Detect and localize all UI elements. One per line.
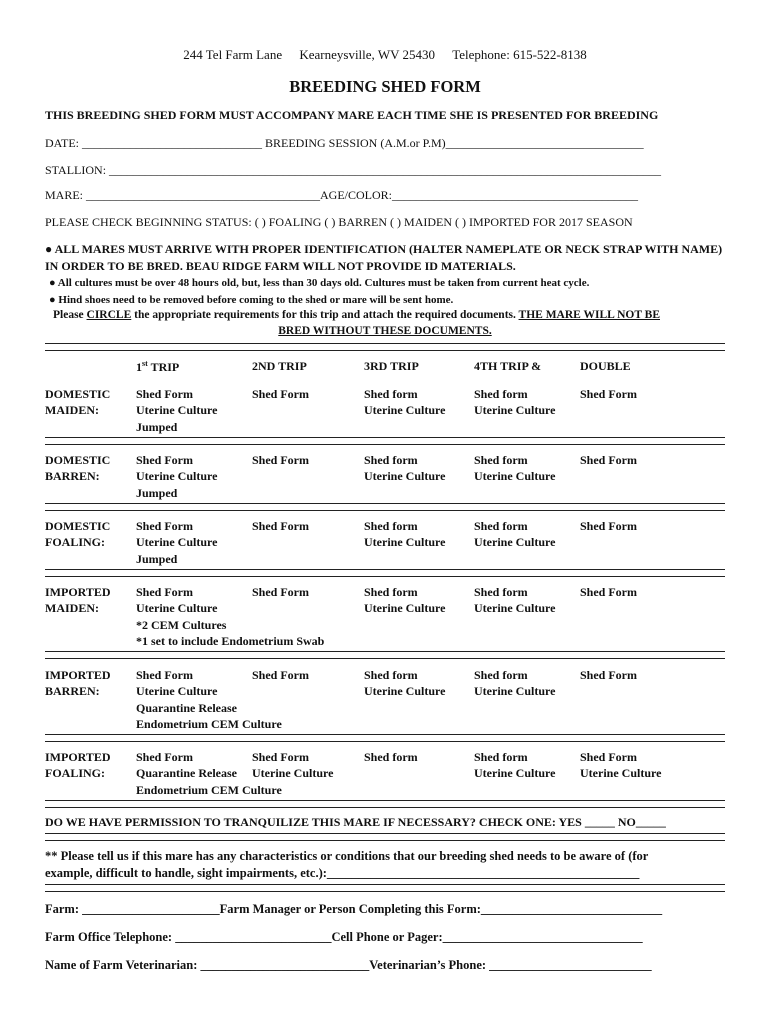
documents-warning-1: THE MARE WILL NOT BE (518, 309, 660, 321)
requirement-c5-line[interactable]: Uterine Culture (580, 766, 662, 781)
requirement-c2-line[interactable]: Shed Form (252, 750, 309, 764)
requirement-c1-line[interactable]: Quarantine Release (136, 766, 237, 781)
requirement-c2-line[interactable]: Uterine Culture (252, 766, 334, 781)
row-status-label: DOMESTIC (45, 453, 111, 467)
city-state-zip: Kearneysville, WV 25430 (299, 47, 435, 62)
stallion-field[interactable]: STALLION: ____________________________________________________________________________________________ (45, 163, 662, 177)
circle-instruction-2 (0, 325, 770, 337)
characteristics-field[interactable]: example, difficult to handle, sight impairments, etc.):__________________________________________________ (45, 866, 640, 880)
trip1-label: TRIP (147, 360, 180, 374)
row-status-label: MAIDEN: (45, 403, 99, 418)
header-trip-3: 3RD TRIP (364, 359, 419, 373)
requirement-c2-line[interactable]: Shed Form (252, 668, 309, 682)
requirement-c1-line[interactable]: Jumped (136, 485, 178, 500)
requirement-c3-line[interactable]: Shed form (364, 668, 418, 682)
requirement-c1-line[interactable]: Shed Form (136, 750, 193, 764)
requirement-c3-line[interactable]: Uterine Culture (364, 469, 446, 484)
requirement-c4-line[interactable]: Shed form (474, 519, 528, 533)
requirement-c4-line[interactable]: Shed form (474, 668, 528, 682)
requirement-c3-line[interactable]: Uterine Culture (364, 535, 446, 550)
requirement-c1-line[interactable]: Quarantine Release (136, 700, 237, 715)
requirement-c3-line[interactable]: Uterine Culture (364, 684, 446, 699)
requirement-c4-line[interactable]: Shed form (474, 585, 528, 599)
requirement-c2-line[interactable]: Shed Form (252, 519, 309, 533)
veterinarian-field[interactable]: Name of Farm Veterinarian: ___________________________Veterinarian’s Phone: __________________________ (45, 958, 652, 972)
header-double: DOUBLE (580, 359, 631, 373)
row-status-label: FOALING: (45, 766, 105, 781)
requirement-c5-line[interactable]: Shed Form (580, 750, 637, 764)
circle-instruction (53, 309, 660, 321)
requirement-c1-line[interactable]: Uterine Culture (136, 535, 218, 550)
requirement-c1-line[interactable]: *1 set to include Endometrium Swab (136, 633, 325, 648)
requirement-c1-line[interactable]: Shed Form (136, 453, 193, 467)
row-status-label: DOMESTIC (45, 519, 111, 533)
requirement-c1-line[interactable]: Shed Form (136, 585, 193, 599)
header-trip-4: 4TH TRIP & (474, 359, 542, 373)
requirement-c2-line[interactable]: Shed Form (252, 453, 309, 467)
farm-address (0, 47, 770, 63)
requirement-c4-line[interactable]: Shed form (474, 453, 528, 467)
row-status-label: DOMESTIC (45, 387, 111, 401)
requirement-c2-line[interactable]: Shed Form (252, 387, 309, 401)
divider (45, 734, 725, 742)
requirement-c3-line[interactable]: Shed form (364, 519, 418, 533)
row-status-label: BARREN: (45, 469, 100, 484)
divider (45, 800, 725, 808)
requirement-c5-line[interactable]: Shed Form (580, 519, 637, 533)
row-status-label: BARREN: (45, 684, 100, 699)
requirement-c5-line[interactable]: Shed Form (580, 453, 637, 467)
requirement-c5-line[interactable]: Shed Form (580, 668, 637, 682)
requirement-c1-line[interactable]: Uterine Culture (136, 601, 218, 616)
requirement-c4-line[interactable]: Uterine Culture (474, 469, 556, 484)
farm-telephone: Telephone: 615-522-8138 (452, 47, 587, 62)
trip1-number: 1 (136, 360, 142, 374)
phone-field[interactable]: Farm Office Telephone: _________________________Cell Phone or Pager:________________________________ (45, 930, 643, 944)
requirement-c3-line[interactable]: Shed form (364, 750, 418, 764)
requirement-c1-line[interactable]: Endometrium CEM Culture (136, 782, 282, 797)
mare-age-color-field[interactable]: MARE: _______________________________________AGE/COLOR:_________________________________________ (45, 188, 639, 202)
date-session-field[interactable]: DATE: ______________________________ BREEDING SESSION (A.M.or P.M)_________________________________ (45, 136, 644, 150)
tranquilize-permission[interactable]: DO WE HAVE PERMISSION TO TRANQUILIZE THIS MARE IF NECESSARY? CHECK ONE: YES _____ NO_____ (45, 815, 666, 829)
row-status-label: FOALING: (45, 535, 105, 550)
divider (45, 884, 725, 892)
requirement-c4-line[interactable]: Uterine Culture (474, 403, 556, 418)
beginning-status-checkboxes[interactable]: PLEASE CHECK BEGINNING STATUS: ( ) FOALING ( ) BARREN ( ) MAIDEN ( ) IMPORTED FOR 2017 SEASON (45, 215, 633, 229)
requirement-c1-line[interactable]: Jumped (136, 551, 178, 566)
requirement-c1-line[interactable]: Uterine Culture (136, 469, 218, 484)
header-trip-1 (136, 359, 179, 375)
requirement-c4-line[interactable]: Shed form (474, 387, 528, 401)
requirement-c1-line[interactable]: Shed Form (136, 387, 193, 401)
requirement-c1-line[interactable]: Uterine Culture (136, 684, 218, 699)
divider (45, 503, 725, 511)
requirement-c4-line[interactable]: Uterine Culture (474, 535, 556, 550)
divider (45, 437, 725, 445)
requirement-c1-line[interactable]: *2 CEM Cultures (136, 617, 227, 632)
row-status-label: IMPORTED (45, 668, 111, 682)
circle-instruction-mid: the appropriate requirements for this trip and attach the required documents. (131, 309, 519, 321)
requirement-c3-line[interactable]: Shed form (364, 453, 418, 467)
divider (45, 651, 725, 659)
requirement-c1-line[interactable]: Jumped (136, 419, 178, 434)
requirement-c4-line[interactable]: Shed form (474, 750, 528, 764)
requirement-c3-line[interactable]: Uterine Culture (364, 403, 446, 418)
requirement-c1-line[interactable]: Shed Form (136, 668, 193, 682)
characteristics-question: ** Please tell us if this mare has any characteristics or conditions that our breeding shed needs to be aware of (for (45, 849, 649, 863)
street-address: 244 Tel Farm Lane (183, 47, 283, 62)
divider (45, 569, 725, 577)
requirement-c5-line[interactable]: Shed Form (580, 585, 637, 599)
requirement-c3-line[interactable]: Uterine Culture (364, 601, 446, 616)
requirement-c4-line[interactable]: Uterine Culture (474, 766, 556, 781)
hind-shoes-note: ● Hind shoes need to be removed before coming to the shed or mare will be sent home. (49, 294, 454, 306)
accompany-notice: THIS BREEDING SHED FORM MUST ACCOMPANY MARE EACH TIME SHE IS PRESENTED FOR BREEDING (45, 108, 659, 122)
requirement-c1-line[interactable]: Endometrium CEM Culture (136, 716, 282, 731)
page-title: BREEDING SHED FORM (289, 77, 481, 96)
identification-requirement: ● ALL MARES MUST ARRIVE WITH PROPER IDENTIFICATION (HALTER NAMEPLATE OR NECK STRAP WITH NAME) IN ORDER TO BE BRED. BEAU RIDGE FARM WILL NOT PROVIDE ID MATERIALS. (45, 242, 723, 273)
requirement-c5-line[interactable]: Shed Form (580, 387, 637, 401)
requirement-c2-line[interactable]: Shed Form (252, 585, 309, 599)
trip1-superscript: st (142, 359, 148, 368)
circle-word: CIRCLE (86, 309, 132, 321)
requirement-c1-line[interactable]: Shed Form (136, 519, 193, 533)
row-status-label: IMPORTED (45, 585, 111, 599)
row-status-label: MAIDEN: (45, 601, 99, 616)
requirement-c4-line[interactable]: Uterine Culture (474, 684, 556, 699)
culture-age-note: ● All cultures must be over 48 hours old, but, less than 30 days old. Cultures must be taken from current heat cycle. (49, 277, 590, 289)
requirement-c3-line[interactable]: Shed form (364, 387, 418, 401)
documents-warning-2: BRED WITHOUT THESE DOCUMENTS. (278, 325, 492, 337)
divider (45, 833, 725, 841)
header-trip-2: 2ND TRIP (252, 359, 307, 373)
requirement-c3-line[interactable]: Shed form (364, 585, 418, 599)
farm-field[interactable]: Farm: ______________________Farm Manager or Person Completing this Form:_____________________________ (45, 902, 663, 916)
requirement-c1-line[interactable]: Uterine Culture (136, 403, 218, 418)
divider (45, 343, 725, 351)
requirement-c4-line[interactable]: Uterine Culture (474, 601, 556, 616)
row-status-label: IMPORTED (45, 750, 111, 764)
circle-instruction-pre: Please (53, 309, 87, 321)
